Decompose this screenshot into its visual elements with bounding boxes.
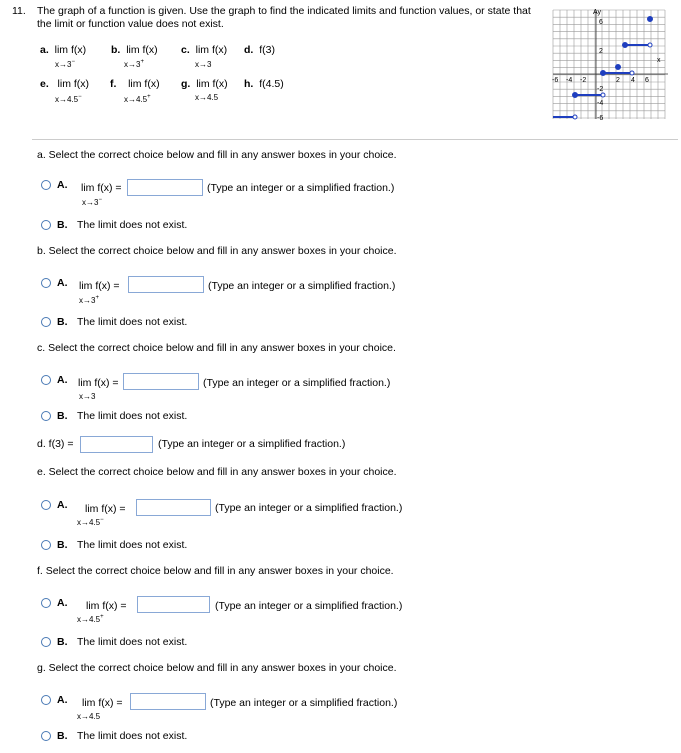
- lim-sub-a: x→3−: [82, 197, 102, 207]
- question-text: The graph of a function is given. Use the graph to find the indicated limits and function values, or state that the limit or function value does not exist.: [37, 5, 531, 30]
- radio-b-option-a[interactable]: [41, 278, 51, 288]
- hint-e: (Type an integer or a simplified fraction.): [215, 502, 403, 514]
- x-tick-4: 4: [631, 77, 635, 84]
- label-f-option-a: A.: [57, 597, 68, 609]
- open-dot-3: [630, 71, 634, 75]
- radio-e-option-a[interactable]: [41, 500, 51, 510]
- lim-sub-f: x→4.5+: [77, 614, 104, 624]
- part-f-label: f. lim f(x): [110, 78, 160, 90]
- hint-g: (Type an integer or a simplified fraction.): [210, 697, 398, 709]
- open-dot-1: [573, 115, 577, 119]
- part-b-label: b. lim f(x): [111, 44, 158, 56]
- lim-expr-g: lim f(x) =: [82, 697, 123, 709]
- prompt-f: f. Select the correct choice below and fill in any answer boxes in your choice.: [37, 565, 394, 577]
- y-tick-neg6: -6: [597, 115, 604, 122]
- x-axis-label: x: [657, 57, 661, 64]
- radio-a-option-a[interactable]: [41, 180, 51, 190]
- open-dot-2: [601, 93, 605, 97]
- dne-g: The limit does not exist.: [77, 730, 188, 742]
- answer-input-c[interactable]: [123, 373, 199, 390]
- lim-expr-e: lim f(x) =: [85, 503, 126, 515]
- answer-input-e[interactable]: [136, 499, 211, 516]
- hint-d: (Type an integer or a simplified fraction.): [158, 438, 346, 450]
- lim-expr-f: lim f(x) =: [86, 600, 127, 612]
- point-at-3: [616, 65, 620, 69]
- dne-c: The limit does not exist.: [77, 410, 188, 422]
- x-tick-neg2: -2: [580, 77, 587, 84]
- radio-g-option-b[interactable]: [41, 731, 51, 741]
- function-graph: [552, 7, 673, 122]
- y-tick-neg2: -2: [597, 86, 604, 93]
- lim-expr-c: lim f(x) =: [78, 377, 119, 389]
- answer-input-f[interactable]: [137, 596, 210, 613]
- dne-f: The limit does not exist.: [77, 636, 188, 648]
- part-a-sub: x→3−: [55, 59, 75, 69]
- answer-input-b[interactable]: [128, 276, 204, 293]
- label-c-option-a: A.: [57, 374, 68, 386]
- part-b-sub: x→3+: [124, 59, 144, 69]
- y-tick-neg4: -4: [597, 100, 604, 107]
- label-g-option-a: A.: [57, 694, 68, 706]
- prompt-c: c. Select the correct choice below and fill in any answer boxes in your choice.: [37, 342, 396, 354]
- answer-input-g[interactable]: [130, 693, 206, 710]
- part-e-sub: x→4.5−: [55, 94, 82, 104]
- label-a-option-a: A.: [57, 179, 68, 191]
- closed-dot-4: [623, 43, 627, 47]
- x-tick-6: 6: [645, 77, 649, 84]
- part-g-sub: x→4.5: [195, 93, 219, 102]
- answer-input-d[interactable]: [80, 436, 153, 453]
- dne-a: The limit does not exist.: [77, 219, 188, 231]
- radio-g-option-a[interactable]: [41, 695, 51, 705]
- answer-input-a[interactable]: [127, 179, 203, 196]
- closed-dot-2: [573, 93, 577, 97]
- open-dot-4: [648, 43, 652, 47]
- lim-sub-e: x→4.5−: [77, 517, 104, 527]
- hint-c: (Type an integer or a simplified fraction.): [203, 377, 391, 389]
- section-divider: [32, 139, 678, 140]
- prompt-d: d. f(3) =: [37, 438, 74, 450]
- x-tick-neg4: -4: [566, 77, 573, 84]
- prompt-e: e. Select the correct choice below and fill in any answer boxes in your choice.: [37, 466, 397, 478]
- dne-e: The limit does not exist.: [77, 539, 188, 551]
- label-e-option-a: A.: [57, 499, 68, 511]
- y-tick-6: 6: [599, 19, 603, 26]
- hint-f: (Type an integer or a simplified fraction.): [215, 600, 403, 612]
- label-f-option-b: B.: [57, 636, 68, 648]
- x-tick-2: 2: [616, 77, 620, 84]
- prompt-b: b. Select the correct choice below and fill in any answer boxes in your choice.: [37, 245, 397, 257]
- label-c-option-b: B.: [57, 410, 68, 422]
- label-g-option-b: B.: [57, 730, 68, 742]
- label-e-option-b: B.: [57, 539, 68, 551]
- part-f-sub: x→4.5+: [124, 94, 151, 104]
- y-tick-2: 2: [599, 48, 603, 55]
- y-axis-label: Ay: [593, 9, 602, 16]
- label-b-option-a: A.: [57, 277, 68, 289]
- radio-f-option-b[interactable]: [41, 637, 51, 647]
- part-d-label: d. f(3): [244, 44, 275, 56]
- closed-dot-3: [601, 71, 605, 75]
- part-e-label: e. lim f(x): [40, 78, 90, 90]
- lim-sub-b: x→3+: [79, 295, 99, 305]
- radio-c-option-b[interactable]: [41, 411, 51, 421]
- radio-e-option-b[interactable]: [41, 540, 51, 550]
- lim-sub-g: x→4.5: [77, 712, 101, 721]
- graph-svg: [552, 7, 673, 122]
- dne-b: The limit does not exist.: [77, 316, 188, 328]
- prompt-g: g. Select the correct choice below and fill in any answer boxes in your choice.: [37, 662, 397, 674]
- label-a-option-b: B.: [57, 219, 68, 231]
- part-a-label: a. lim f(x): [40, 44, 87, 56]
- lim-expr-a: lim f(x) =: [81, 182, 122, 194]
- radio-a-option-b[interactable]: [41, 220, 51, 230]
- x-tick-neg6: -6: [552, 77, 559, 84]
- label-b-option-b: B.: [57, 316, 68, 328]
- radio-b-option-b[interactable]: [41, 317, 51, 327]
- prompt-a: a. Select the correct choice below and fill in any answer boxes in your choice.: [37, 149, 397, 161]
- lim-sub-c: x→3: [79, 392, 96, 401]
- radio-c-option-a[interactable]: [41, 375, 51, 385]
- part-c-sub: x→3: [195, 60, 212, 69]
- part-c-label: c. lim f(x): [181, 44, 228, 56]
- graph-grid: [553, 10, 665, 119]
- hint-b: (Type an integer or a simplified fraction.): [208, 280, 396, 292]
- question-number: 11.: [12, 5, 26, 17]
- lim-expr-b: lim f(x) =: [79, 280, 120, 292]
- part-h-label: h. f(4.5): [244, 78, 284, 90]
- point-at-6: [648, 17, 652, 21]
- part-g-label: g. lim f(x): [181, 78, 228, 90]
- hint-a: (Type an integer or a simplified fraction.): [207, 182, 395, 194]
- radio-f-option-a[interactable]: [41, 598, 51, 608]
